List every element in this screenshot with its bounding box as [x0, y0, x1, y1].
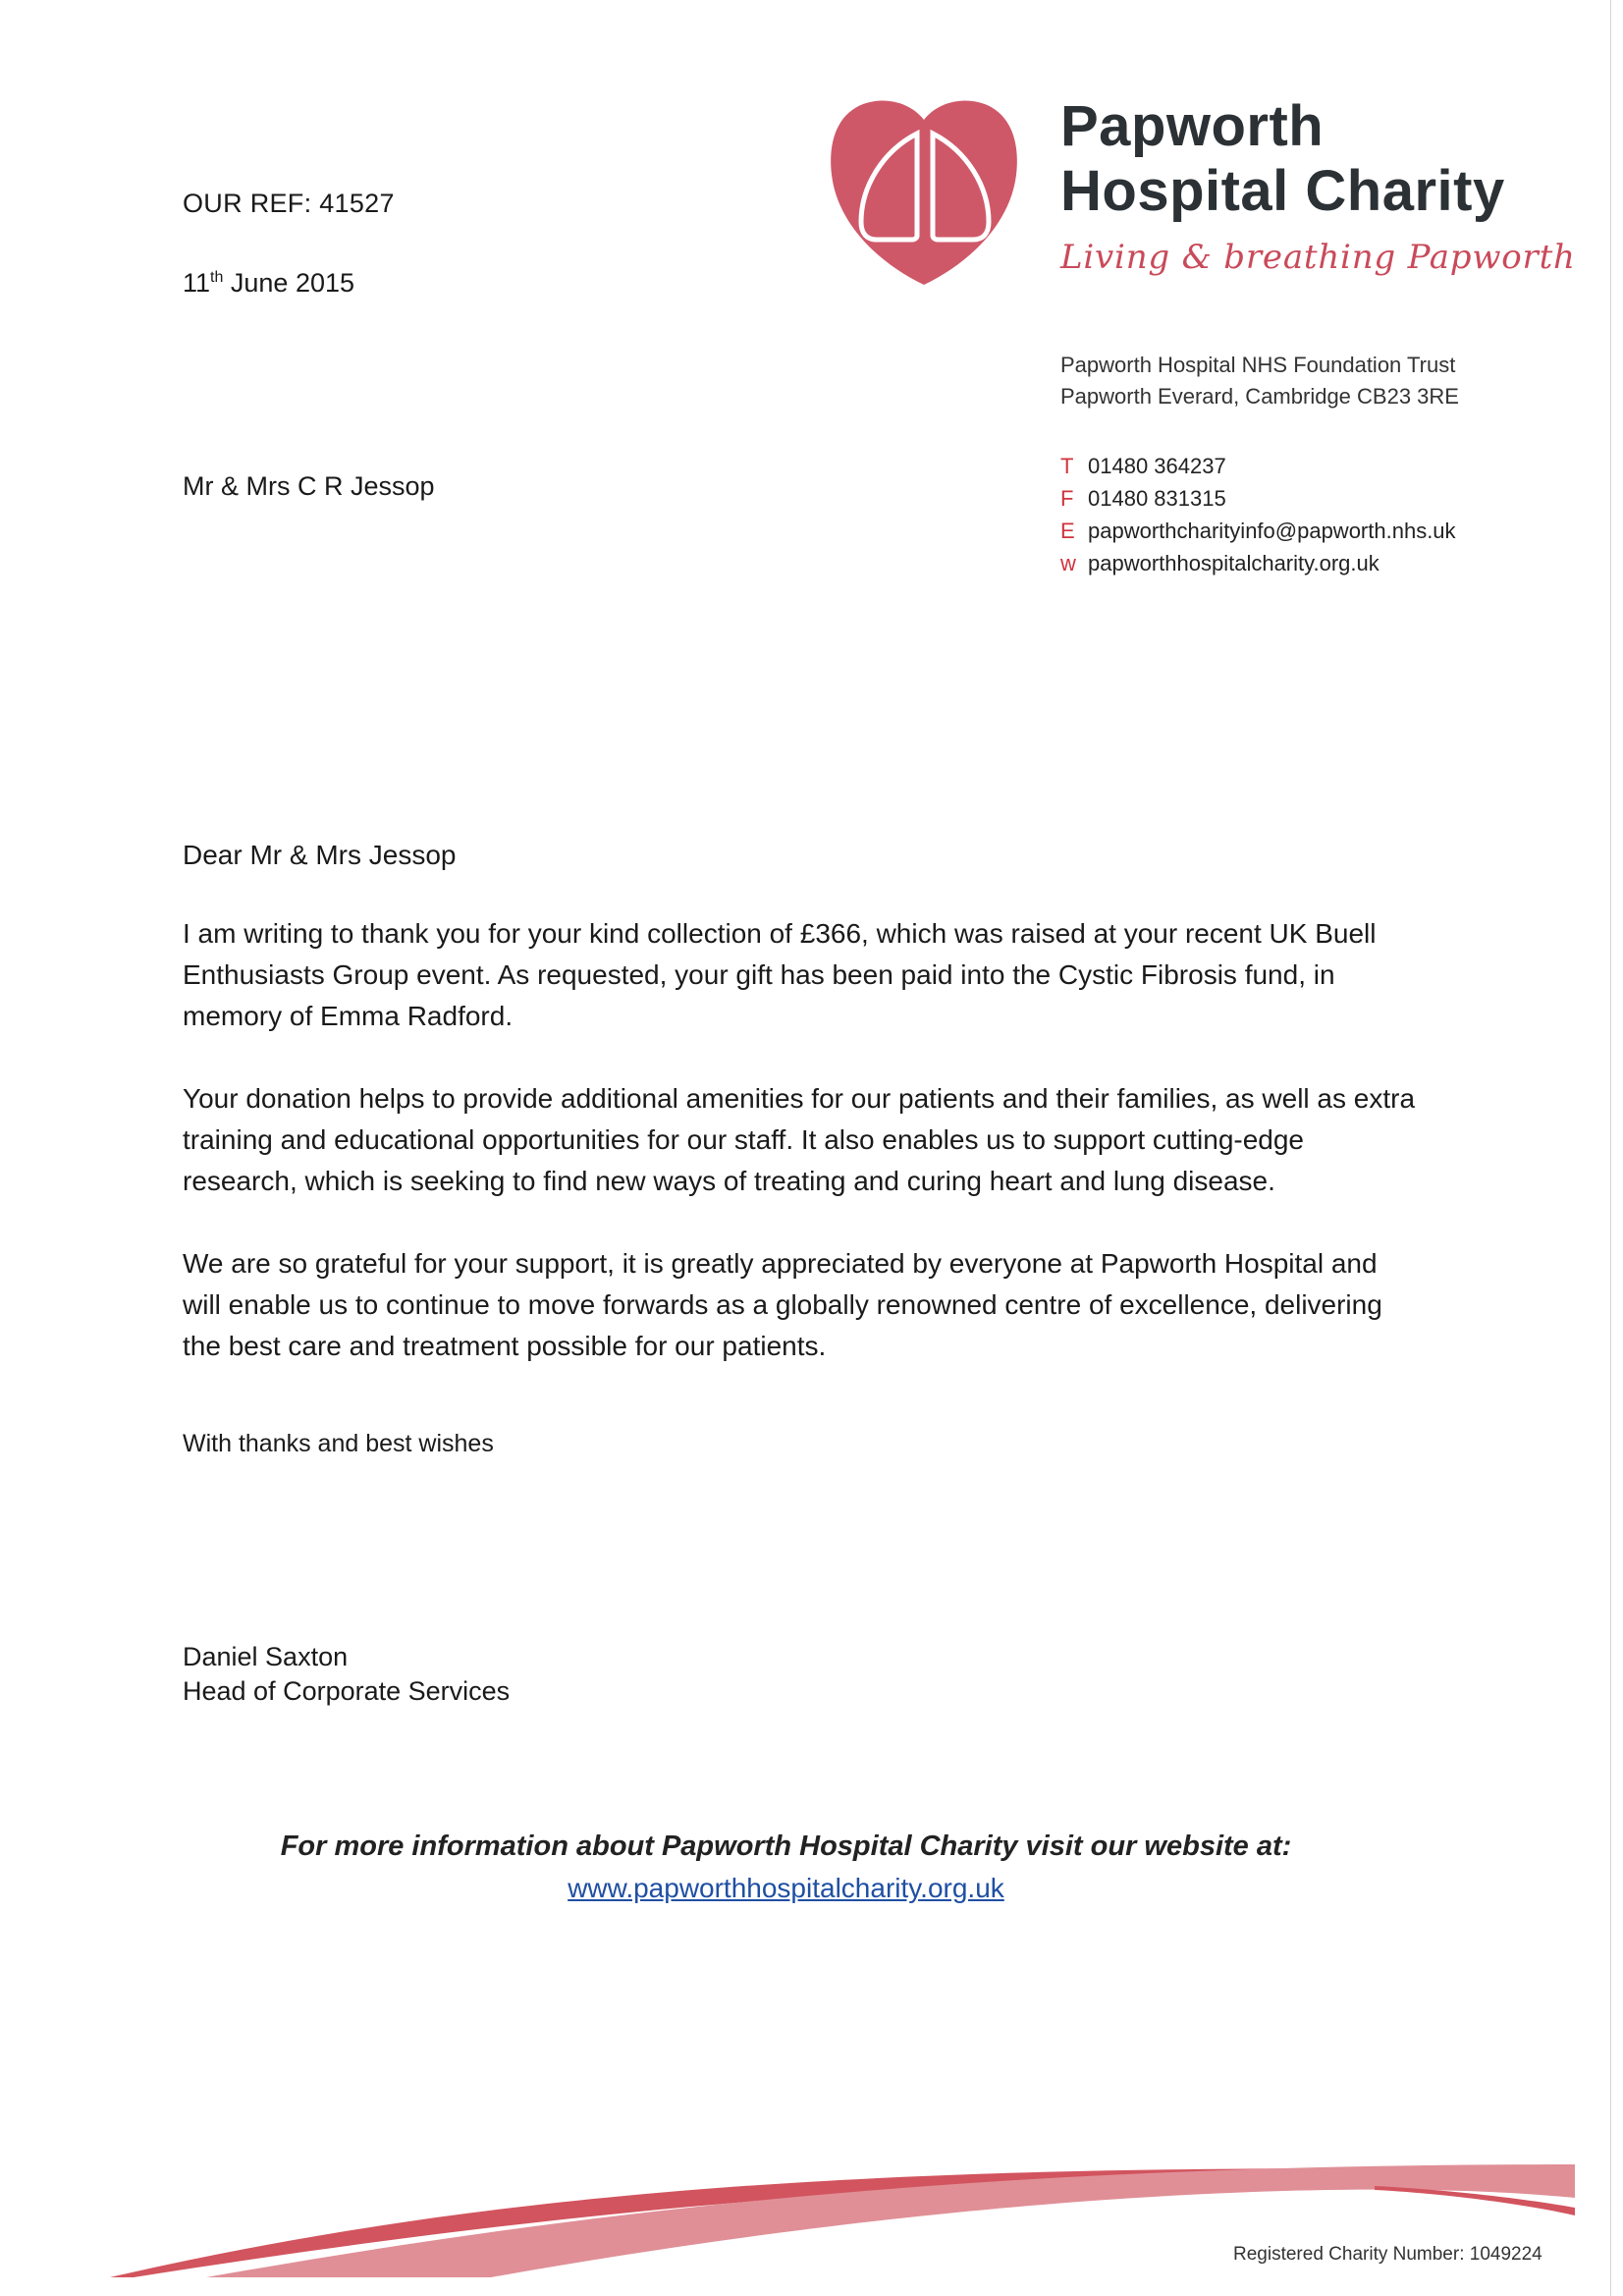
- ref-label: OUR REF:: [183, 189, 312, 218]
- recipient: Mr & Mrs C R Jessop: [183, 471, 435, 501]
- website-value: papworthhospitalcharity.org.uk: [1088, 551, 1380, 575]
- logo-title: [1060, 94, 1505, 224]
- contact-phone: [1060, 450, 1456, 482]
- contact-details: [1060, 450, 1456, 579]
- date-month-year: June 2015: [230, 268, 355, 298]
- address-line2: Papworth Everard, Cambridge CB23 3RE: [1060, 384, 1459, 409]
- logo-title-line2: Hospital Charity: [1060, 159, 1505, 223]
- closing: With thanks and best wishes: [183, 1430, 494, 1457]
- paragraph-impact: Your donation helps to provide additional amenities for our patients and their families, as well as extra training and educational opportunities for our staff. It also enables us to support cutting-edge research, which is seeking to find new ways of treating and curing heart and lung disease.: [183, 1083, 1416, 1196]
- contact-website: [1060, 547, 1456, 579]
- phone-label: T: [1060, 454, 1074, 478]
- letter-body: [183, 835, 1420, 1408]
- ref-value: 41527: [319, 189, 395, 218]
- date-day: 11: [183, 268, 211, 298]
- website-link-row: [0, 1873, 1623, 1904]
- decorative-swoosh: [0, 2151, 1623, 2296]
- sender-address: [1060, 350, 1459, 412]
- website-label: w: [1060, 551, 1076, 575]
- more-info-text: [0, 1831, 1623, 1863]
- address-line1: Papworth Hospital NHS Foundation Trust: [1060, 353, 1456, 377]
- reference-number: [183, 189, 395, 219]
- logo-title-line1: Papworth: [1060, 94, 1325, 158]
- fax-label: F: [1060, 486, 1074, 511]
- letter-date: [183, 268, 354, 299]
- date-suffix: th: [210, 269, 224, 286]
- signatory-title: Head of Corporate Services: [183, 1676, 511, 1706]
- signatory-name: Daniel Saxton: [183, 1642, 349, 1671]
- heart-lungs-icon: [828, 98, 1020, 287]
- salutation: Dear Mr & Mrs Jessop: [183, 840, 457, 870]
- paragraph-thanks: I am writing to thank you for your kind collection of £366, which was raised at your recent UK Buell Enthusiasts Group event. As requested, your gift has been paid into the Cystic Fibrosis fund, in memory of Emma Radford.: [183, 918, 1377, 1031]
- fax-value: 01480 831315: [1088, 486, 1226, 511]
- more-info-label: For more information about Papworth Hospital Charity visit our website at:: [280, 1831, 1292, 1862]
- website-link[interactable]: www.papworthhospitalcharity.org.uk: [568, 1873, 1004, 1903]
- contact-email: [1060, 515, 1456, 547]
- email-label: E: [1060, 519, 1075, 543]
- phone-value: 01480 364237: [1088, 454, 1226, 478]
- page-edge: [1610, 0, 1611, 2296]
- paragraph-gratitude: We are so grateful for your support, it is greatly appreciated by everyone at Papworth Hospital and will enable us to continue to move forwards as a globally renowned centre of excellence, delivering the best care and treatment possible for our patients.: [183, 1248, 1382, 1361]
- email-value: papworthcharityinfo@papworth.nhs.uk: [1088, 519, 1456, 543]
- logo-tagline: Living & breathing Papworth: [1060, 238, 1576, 277]
- charity-number: Registered Charity Number: 1049224: [1233, 2244, 1542, 2265]
- contact-fax: [1060, 482, 1456, 515]
